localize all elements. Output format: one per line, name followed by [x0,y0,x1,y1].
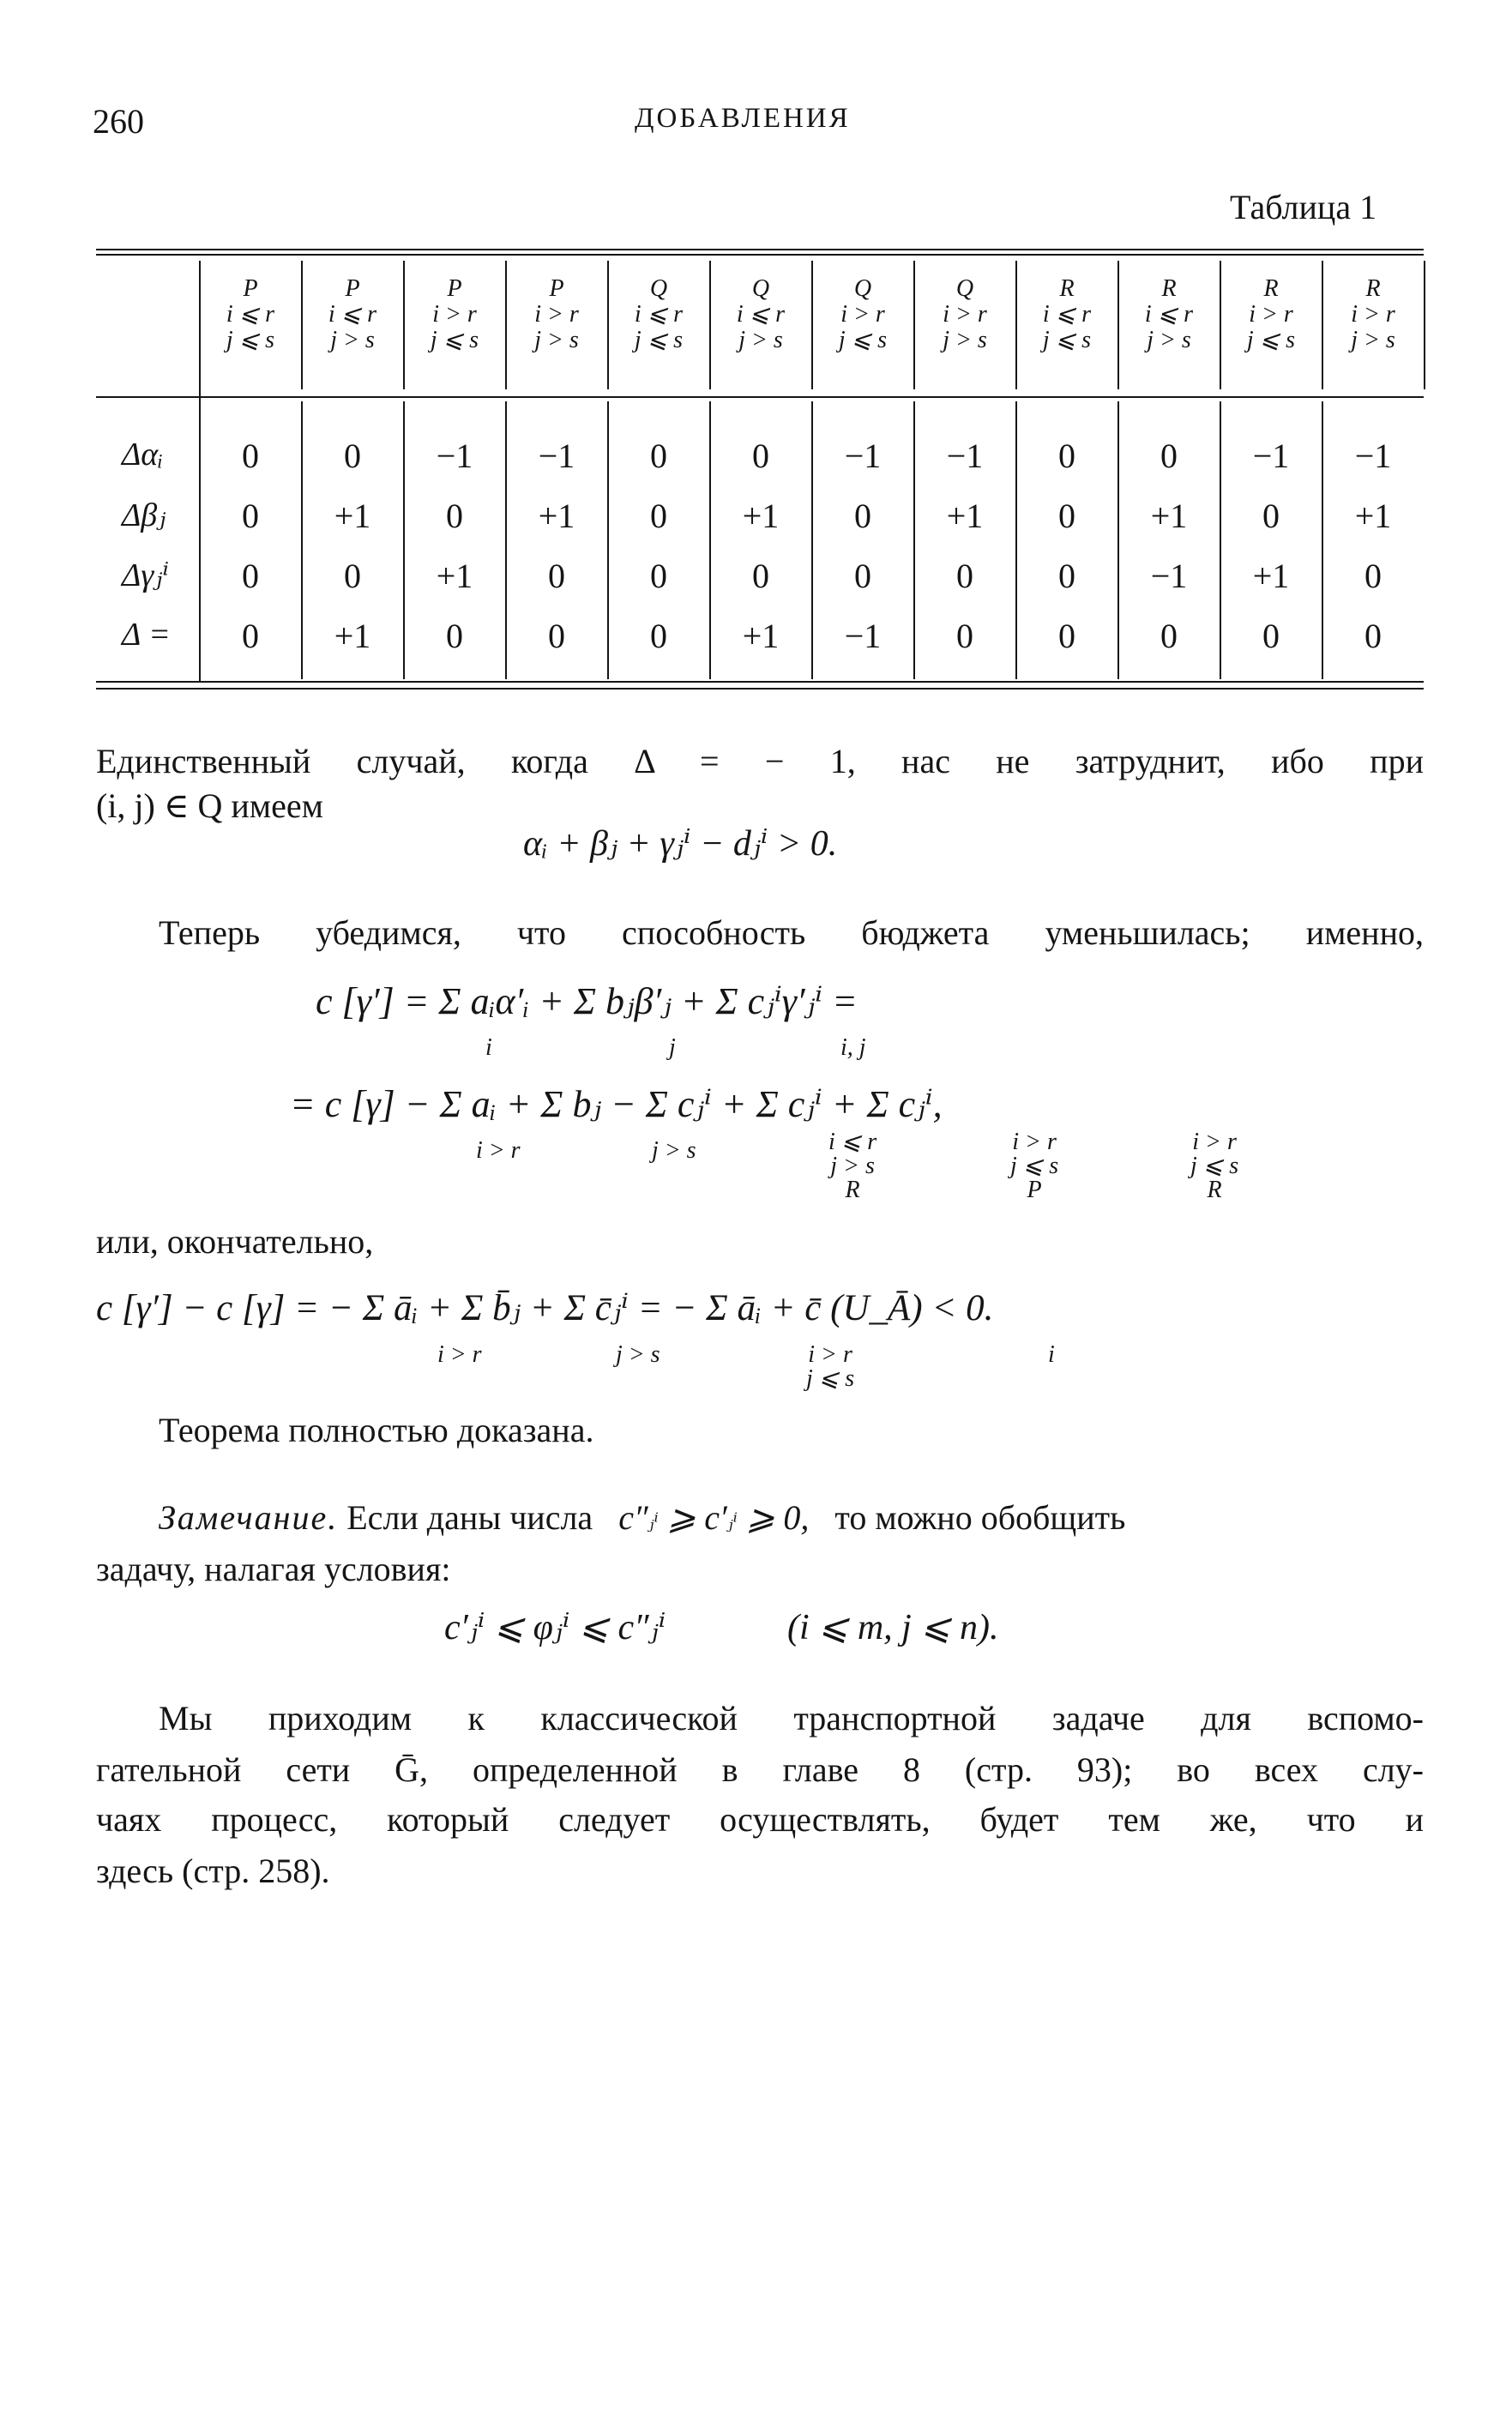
formula-budget-line-1: c [γ′] = Σ aᵢα′ᵢ + Σ bⱼβ′ⱼ + Σ cⱼⁱγ′ⱼⁱ = [316,980,858,1022]
column-header-set: R [1161,275,1177,302]
formula-final: c [γ′] − c [γ] = − Σ āᵢ + Σ b̄ⱼ + Σ c̄ⱼⁱ = − Σ āᵢ + c̄ (U_Ā) < 0. [96,1288,994,1328]
table-cell: +1 [334,617,371,655]
remark-label: Замечание. [159,1498,339,1537]
table-row-label: Δγⱼⁱ [122,557,169,593]
column-header-c2: j > s [534,327,579,353]
column-header-set: R [1059,275,1075,302]
column-header-c1: i ⩽ r [1042,301,1092,328]
table-cell: +1 [334,497,371,535]
table-cell: −1 [1150,557,1188,595]
sum-index-j: j [669,1034,676,1061]
table-cell: 0 [1364,617,1382,655]
table-column-header [1017,276,1117,353]
formula-bounds: c′ⱼⁱ ⩽ φⱼⁱ ⩽ c″ⱼⁱ [444,1608,666,1647]
table-row-label: Δαᵢ [122,437,164,473]
sum3-index-i: i [1048,1341,1055,1368]
column-header-c2: j > s [1147,327,1191,353]
table-cell: 0 [344,437,361,475]
column-header-set: P [549,275,564,302]
table-cell: 0 [446,617,463,655]
table-cell: 0 [650,557,667,595]
table-top-rule-2 [96,254,1424,256]
remark-text-a: Если даны числа [346,1498,593,1537]
remark-line-1 [159,1494,1424,1546]
running-title: ДОБАВЛЕНИЯ [635,103,851,134]
column-header-c2: j ⩽ s [1042,327,1092,353]
table-cell: +1 [742,617,780,655]
remark-line-2: задачу, налагая условия: [96,1550,451,1588]
sum-index-ij: i, j [840,1034,866,1061]
table-column-header [507,276,606,353]
table-column-header [303,276,402,353]
table-1 [96,249,1424,691]
table-cell: −1 [1252,437,1290,475]
table-cell: 0 [1058,557,1075,595]
table-cell: 0 [446,497,463,535]
table-cell: 0 [1364,557,1382,595]
paragraph-2: Теперь убедимся, что способность бюджета уменьшилась; именно, [159,913,1424,952]
table-column-header [813,276,913,353]
table-cell: +1 [946,497,984,535]
table-cell: 0 [1262,497,1280,535]
remark-text-b: то можно обобщить [834,1498,1126,1537]
column-header-set: Q [955,275,974,302]
column-header-set: Q [853,275,872,302]
table-cell: 0 [1058,437,1075,475]
table-cell: 0 [1160,617,1178,655]
table-cell: 0 [242,617,259,655]
table-cell: 0 [650,617,667,655]
column-header-c2: j ⩽ s [430,327,479,353]
table-cell: 0 [650,497,667,535]
column-header-set: Q [751,275,770,302]
column-header-c2: j ⩽ s [634,327,684,353]
table-column-header [1221,276,1321,353]
column-header-c1: i > r [943,301,987,328]
paragraph-6-line-4: здесь (стр. 258). [96,1852,330,1890]
table-cell: −1 [844,437,882,475]
paragraph-4: Теорема полностью доказана. [159,1411,594,1449]
table-bottom-rule [96,681,1424,683]
paragraph-1-line-2: (i, j) ∈ Q имеем [96,786,323,825]
table-column-header [1323,276,1423,353]
table-cell: −1 [844,617,882,655]
table-cell: 0 [344,557,361,595]
table-cell: 0 [650,437,667,475]
table-cell: +1 [1252,557,1290,595]
sum-index-R: i ⩽ r j > s R [828,1129,877,1203]
column-header-c1: i > r [1351,301,1395,328]
column-header-c1: i ⩽ r [328,301,377,328]
formula-budget-line-2: = c [γ] − Σ aᵢ + Σ bⱼ − Σ cⱼⁱ + Σ cⱼⁱ + Σ cⱼⁱ, [290,1083,943,1125]
column-header-set: R [1263,275,1279,302]
column-header-c1: i ⩽ r [736,301,786,328]
page-number: 260 [93,102,144,141]
table-caption: Таблица 1 [1230,188,1377,226]
remark-inequality: c″ⱼⁱ ⩾ c′ⱼⁱ ⩾ 0, [601,1498,827,1537]
table-cell: 0 [242,437,259,475]
sum-index-R2: i > r j ⩽ s R [1190,1129,1239,1203]
table-cell: +1 [436,557,473,595]
paragraph-6-line-3: чаях процесс, который следует осуществлять, будет тем же, что и [96,1800,1424,1839]
table-cell: +1 [538,497,575,535]
table-cell: 0 [1160,437,1178,475]
table-cell: 0 [242,497,259,535]
table-column-header [915,276,1015,353]
sum-index-i-gt-r: i > r [476,1137,521,1164]
sum-index-j-gt-s: j > s [652,1137,696,1164]
sum3-index-ij: i > r j ⩽ s [806,1341,855,1392]
column-header-c1: i > r [534,301,579,328]
column-header-set: P [345,275,360,302]
table-cell: 0 [548,617,565,655]
column-header-c1: i > r [1249,301,1293,328]
paragraph-6-line-1: Мы приходим к классической транспортной задаче для вспомо- [159,1699,1424,1737]
table-cell: −1 [436,437,473,475]
table-column-divider [1424,261,1425,389]
table-cell: −1 [946,437,984,475]
table-cell: 0 [752,437,769,475]
table-cell: 0 [1058,617,1075,655]
formula-bounds-range: (i ⩽ m, j ⩽ n). [787,1608,999,1647]
sum-index-P: i > r j ⩽ s P [1010,1129,1059,1203]
column-header-c2: j > s [943,327,987,353]
table-cell: 0 [854,557,871,595]
table-cell: 0 [752,557,769,595]
column-header-c1: i ⩽ r [634,301,684,328]
column-header-set: R [1365,275,1381,302]
table-top-rule [96,249,1424,250]
table-cell: −1 [1354,437,1392,475]
table-cell: +1 [1150,497,1188,535]
column-header-c1: i ⩽ r [1144,301,1194,328]
column-header-c1: i ⩽ r [226,301,275,328]
table-column-header [1119,276,1219,353]
column-header-c2: j ⩽ s [1246,327,1296,353]
paragraph-3: или, окончательно, [96,1222,374,1261]
table-cell: 0 [854,497,871,535]
table-bottom-rule-2 [96,688,1424,690]
column-header-c2: j > s [330,327,375,353]
column-header-set: P [243,275,258,302]
table-row-label: Δ = [122,617,171,653]
column-header-c1: i > r [432,301,477,328]
table-column-header [405,276,504,353]
column-header-c2: j ⩽ s [226,327,275,353]
paragraph-1-line-1: Единственный случай, когда Δ = − 1, нас не затруднит, ибо при [96,742,1424,780]
table-cell: 0 [1058,497,1075,535]
table-row-label: Δβⱼ [122,497,166,533]
sum-index-i: i [485,1034,492,1061]
table-cell: 0 [548,557,565,595]
paragraph-6-line-2: гательной сети Ḡ, определенной в главе 8 (стр. 93); во всех слу- [96,1750,1424,1789]
table-column-header [609,276,708,353]
table-cell: +1 [1354,497,1392,535]
table-cell: 0 [242,557,259,595]
table-column-header [201,276,300,353]
sum3-index-i-gt-r: i > r [437,1341,482,1368]
column-header-set: P [447,275,462,302]
column-header-c2: j > s [738,327,783,353]
table-header-rule [96,396,1424,398]
sum3-index-j-gt-s: j > s [616,1341,660,1368]
column-header-c2: j > s [1351,327,1395,353]
table-cell: 0 [956,557,973,595]
table-cell: 0 [956,617,973,655]
column-header-c1: i > r [840,301,885,328]
formula-inequality: αᵢ + βⱼ + γⱼⁱ − dⱼⁱ > 0. [523,824,838,864]
table-column-header [711,276,810,353]
column-header-c2: j ⩽ s [838,327,888,353]
table-cell: −1 [538,437,575,475]
table-cell: 0 [1262,617,1280,655]
table-cell: +1 [742,497,780,535]
column-header-set: Q [649,275,668,302]
